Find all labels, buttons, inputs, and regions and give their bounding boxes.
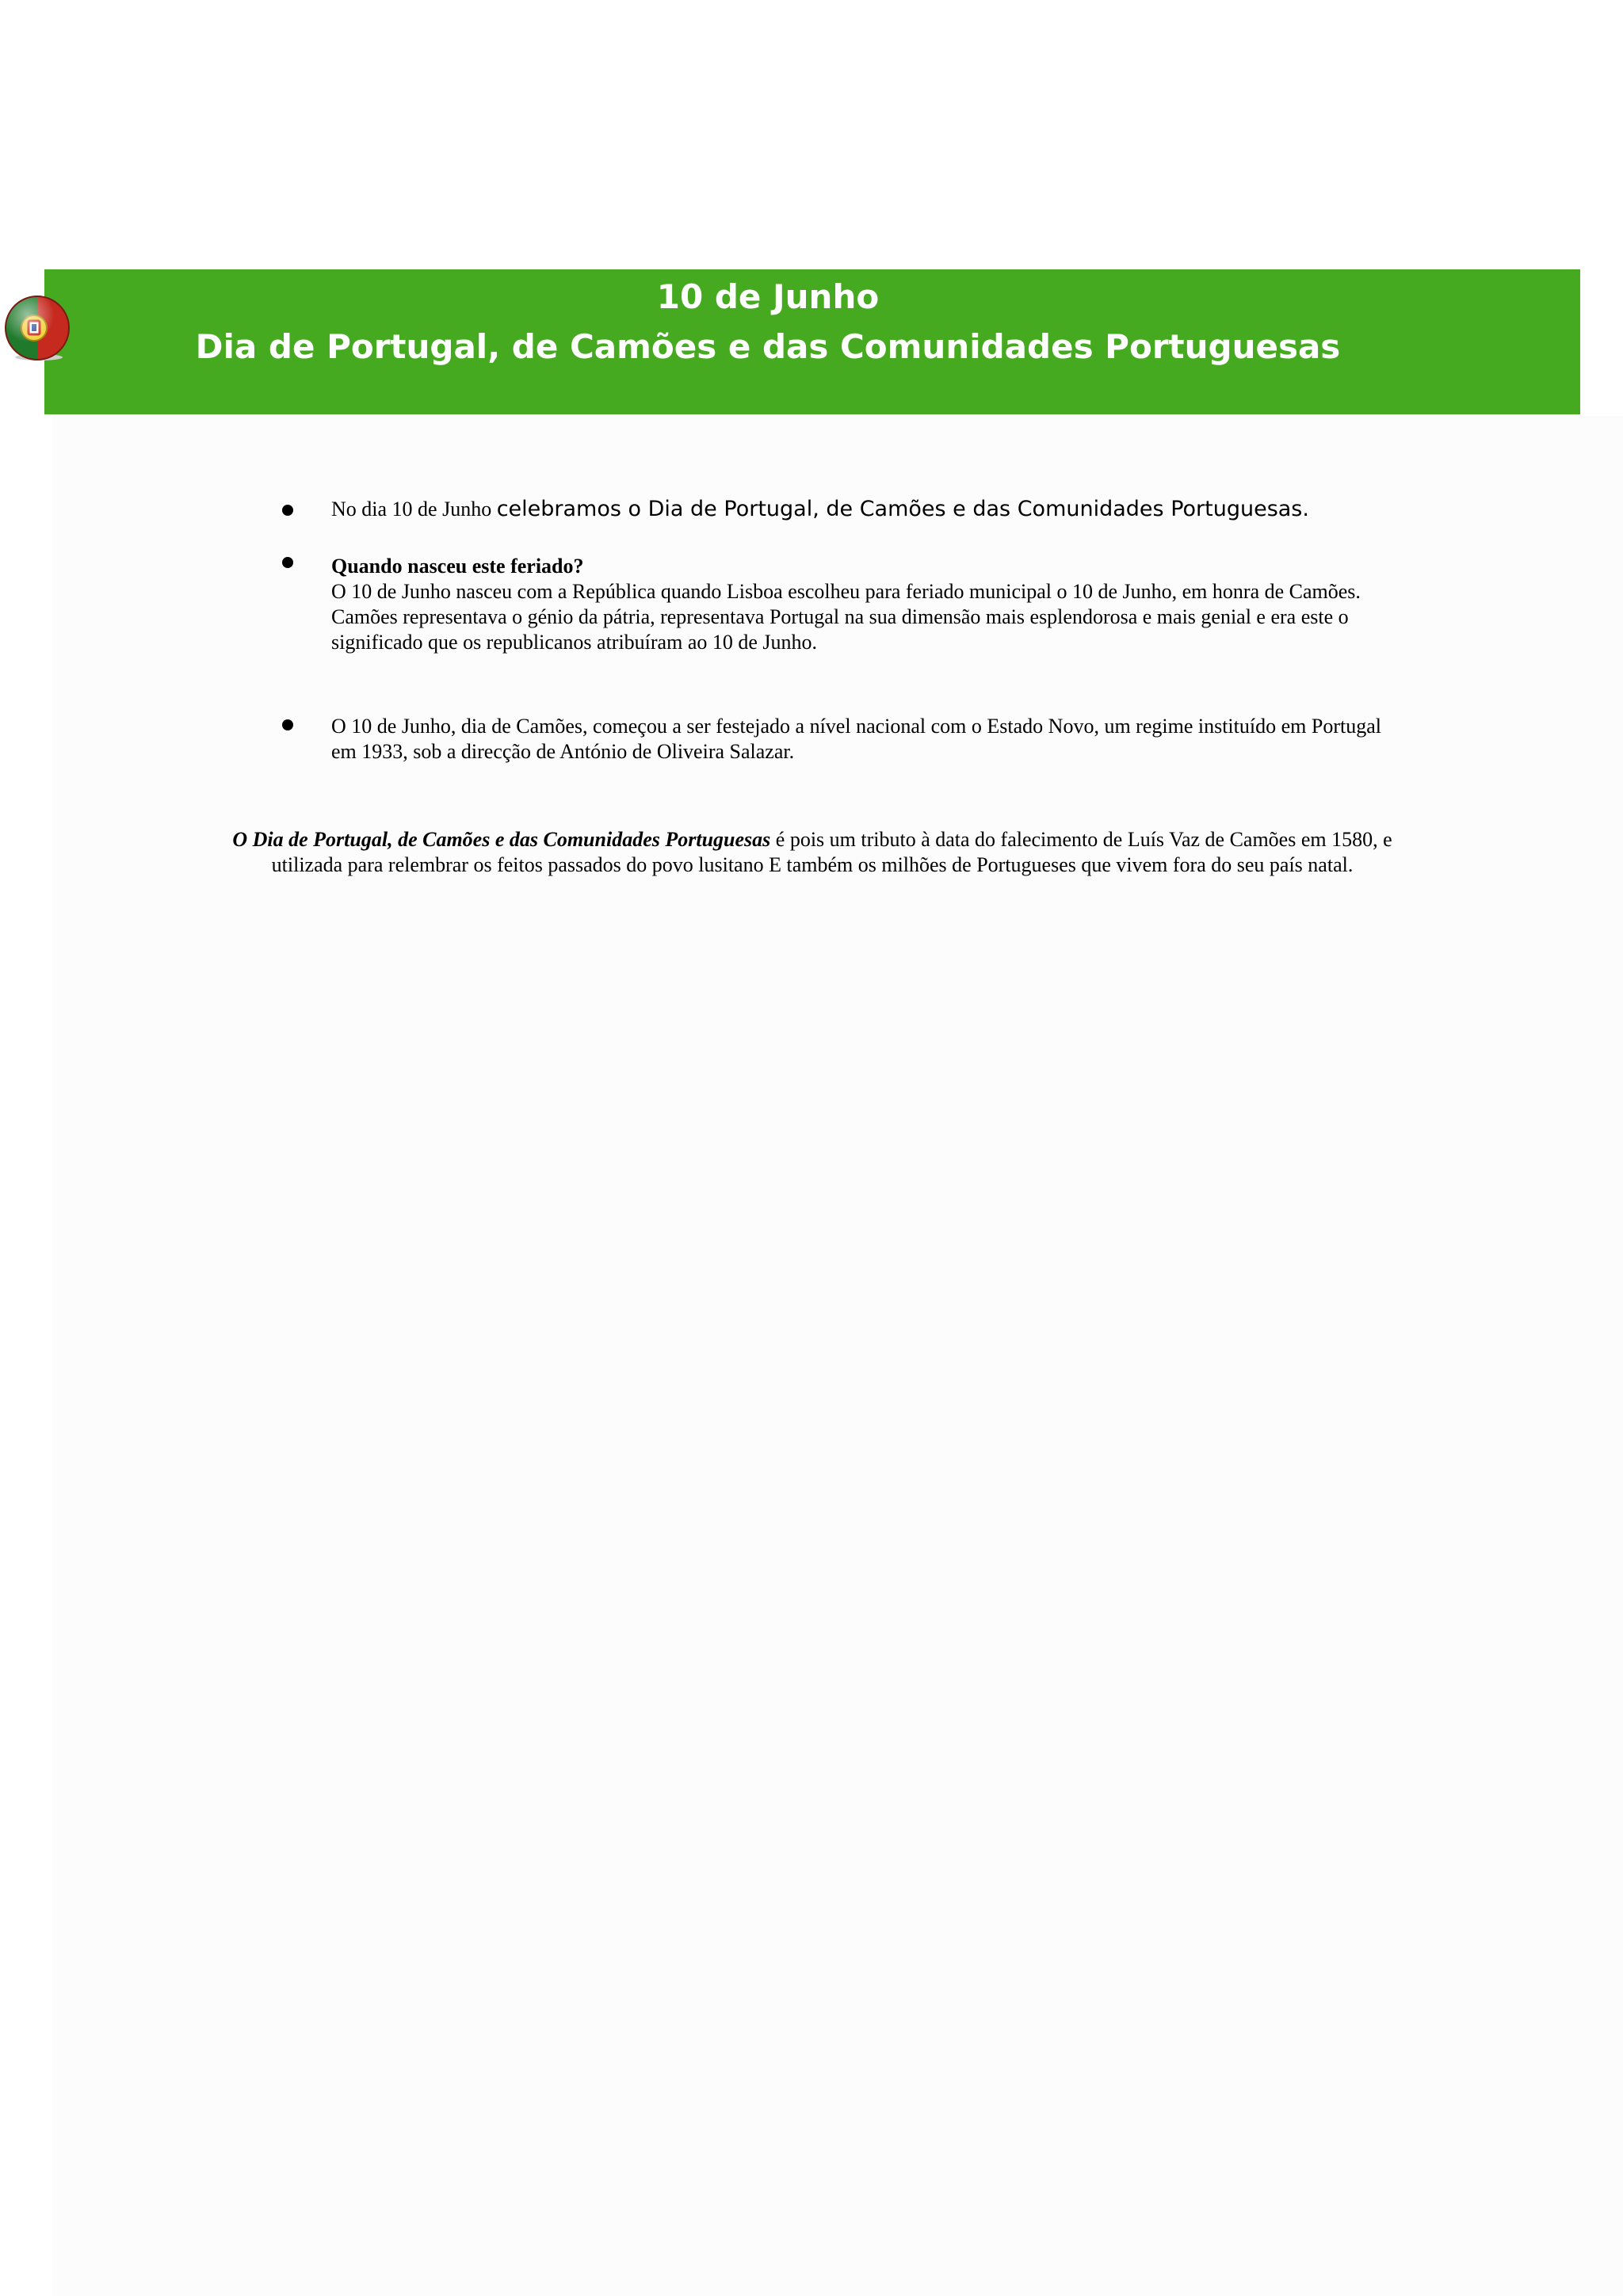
bullet-marker bbox=[282, 505, 293, 516]
item-paragraph: Camões representava o génio da pátria, representava Portugal na sua dimensão mais esplendorosa e mais genial e era este o significado que os republicanos atribuíram ao 10 de Junho. bbox=[331, 605, 1349, 654]
closing-lead: O Dia de Portugal, de Camões e das Comunidades Portuguesas bbox=[232, 828, 771, 851]
list-item bbox=[331, 554, 1409, 655]
bullet-marker bbox=[282, 719, 293, 730]
item-paragraph: O 10 de Junho, dia de Camões, começou a ser festejado a nível nacional com o Estado Novo, um regime instituído em Portugal em 1933, sob a direcção de António de Oliveira Salazar. bbox=[331, 715, 1381, 763]
item-lead-sans: celebramos o Dia de Portugal, de Camões e das Comunidades Portuguesas. bbox=[496, 497, 1309, 521]
closing-paragraph bbox=[230, 827, 1395, 878]
list-item bbox=[331, 714, 1409, 765]
list-item bbox=[331, 497, 1409, 522]
item-heading: Quando nasceu este feriado? bbox=[331, 555, 584, 578]
item-lead-serif: No dia 10 de Junho bbox=[331, 498, 497, 521]
bullet-marker bbox=[282, 557, 293, 568]
page-title: 10 de Junho bbox=[656, 277, 880, 316]
closing-text: é pois um tributo à data do falecimento de Luís Vaz de Camões em 1580, e utilizada para relembrar os feitos passados do povo lusitano E também os milhões de Portugueses que vivem fora do seu país natal. bbox=[271, 828, 1392, 876]
item-paragraph: O 10 de Junho nasceu com a República quando Lisboa escolheu para feriado municipal o 10 de Junho, em honra de Camões. bbox=[331, 580, 1361, 603]
page-subtitle: Dia de Portugal, de Camões e das Comunidades Portuguesas bbox=[195, 327, 1341, 366]
